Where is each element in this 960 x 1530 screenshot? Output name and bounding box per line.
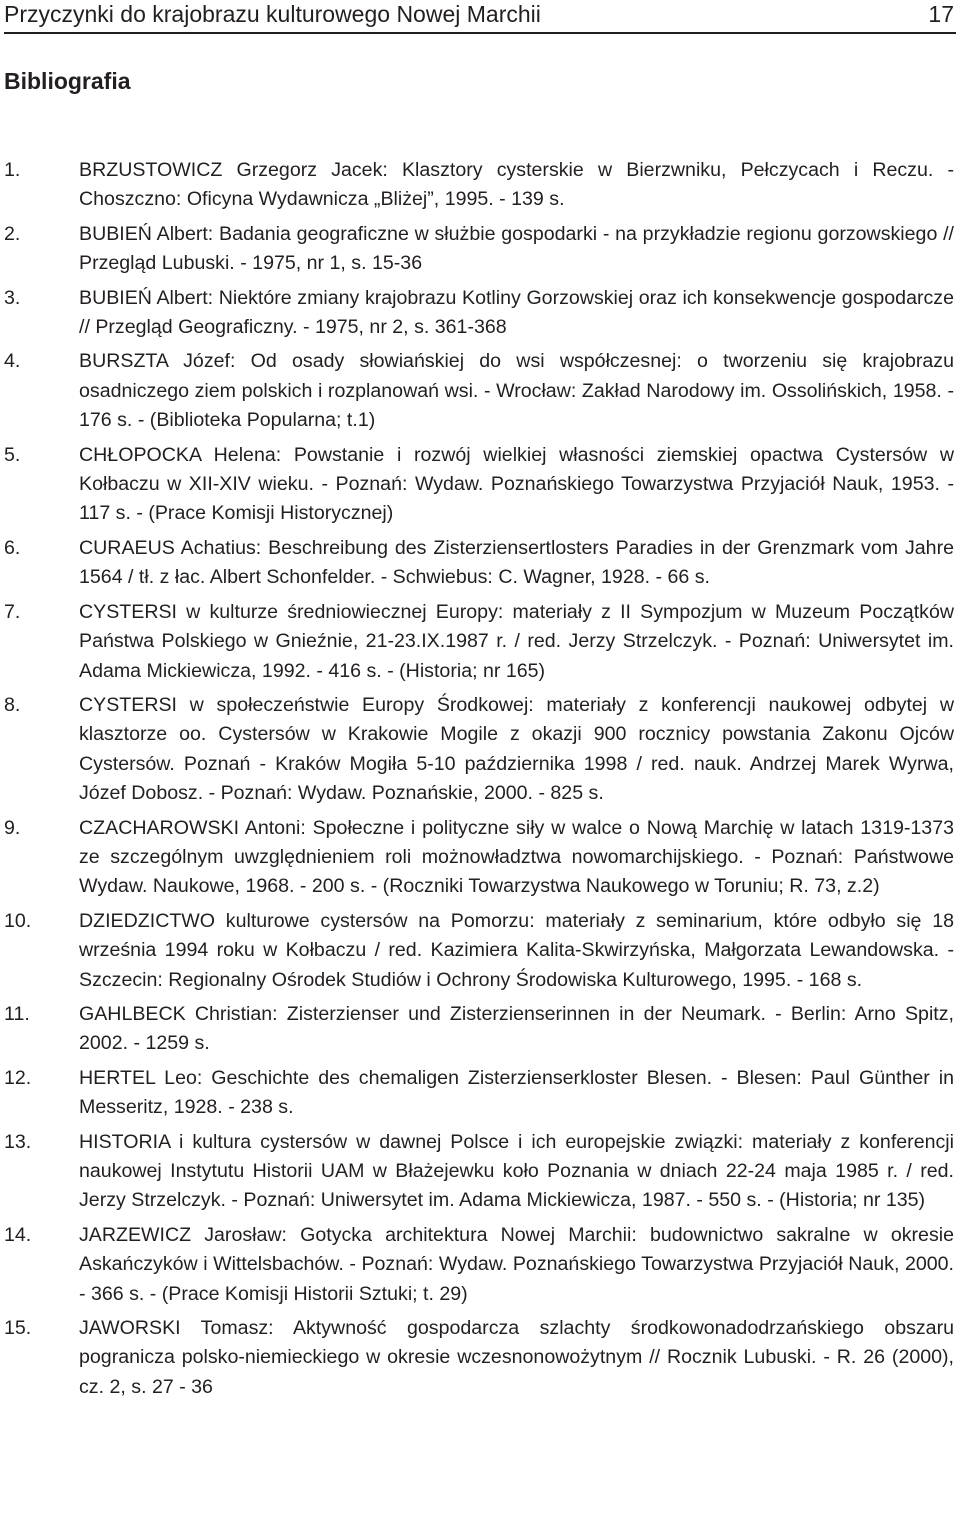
bibliography-entry-10 xyxy=(0,907,954,995)
entry-text: CZACHAROWSKI Antoni: Społeczne i polityczne siły w walce o Nową Marchię w latach 1319-1373 ze szczególnym uwzględnieniem roli możnowładztwa nowomarchijskiego. - Poznań: Państwowe Wydaw. Naukowe, 1968. - 200 s. - (Roczniki Towarzystwa Naukowego w Toruniu; R. 73, z.2) xyxy=(79,816,954,898)
section-title: Bibliografia xyxy=(4,68,131,94)
entry-text: JARZEWICZ Jarosław: Gotycka architektura Nowej Marchii: budownictwo sakralne w okresie Askańczyków i Wittelsbachów. - Poznań: Wydaw. Poznańskiego Towarzystwa Przyjaciół Nauk, 2000. - 366 s. - (Prace Komisji Historii Sztuki; t. 29) xyxy=(79,1223,954,1305)
entry-number: 2. xyxy=(4,222,21,245)
bibliography-list xyxy=(0,156,954,1407)
entry-text: CHŁOPOCKA Helena: Powstanie i rozwój wielkiej własności ziemskiej opactwa Cystersów w Kołbaczu w XII-XIV wieku. - Poznań: Wydaw. Poznańskiego Towarzystwa Przyjaciół Nauk, 1953. - 117 s. - (Prace Komisji Historycznej) xyxy=(79,443,954,525)
page-number: 17 xyxy=(928,1,954,27)
bibliography-entry-2 xyxy=(0,220,954,279)
entry-number: 4. xyxy=(4,350,21,373)
running-header xyxy=(4,0,956,34)
entry-number: 5. xyxy=(4,443,21,466)
entry-text: DZIEDZICTWO kulturowe cystersów na Pomorzu: materiały z seminarium, które odbyło się 18 września 1994 roku w Kołbaczu / red. Kazimiera Kalita-Skwirzyńska, Małgorzata Lewandowska. - Szczecin: Regionalny Ośrodek Studiów i Ochrony Środowiska Kulturowego, 1995. - 168 s. xyxy=(79,909,954,991)
entry-text: BRZUSTOWICZ Grzegorz Jacek: Klasztory cysterskie w Bierzwniku, Pełczycach i Reczu. - Choszczno: Oficyna Wydawnicza „Bliżej”, 1995. - 139 s. xyxy=(79,159,954,211)
entry-text: CURAEUS Achatius: Beschreibung des Zisterziensertlosters Paradies in der Grenzmark vom Jahre 1564 / tł. z łac. Albert Schonfelder. - Schwiebus: C. Wagner, 1928. - 66 s. xyxy=(79,536,954,589)
entry-text: BUBIEŃ Albert: Badania geograficzne w służbie gospodarki - na przykładzie regionu gorzowskiego // Przegląd Lubuski. - 1975, nr 1, s. 15-36 xyxy=(79,222,954,275)
entry-number: 6. xyxy=(4,536,21,559)
header-title: Przyczynki do krajobrazu kulturowego Nowej Marchii xyxy=(4,1,541,27)
bibliography-entry-3 xyxy=(0,284,954,343)
bibliography-entry-8 xyxy=(0,691,954,809)
entry-number: 8. xyxy=(4,693,21,716)
entry-number: 13. xyxy=(4,1130,32,1153)
entry-text: HERTEL Leo: Geschichte des chemaligen Zisterzienserkloster Blesen. - Blesen: Paul Günther in Messeritz, 1928. - 238 s. xyxy=(79,1066,954,1119)
bibliography-entry-7 xyxy=(0,598,954,686)
entry-number: 15. xyxy=(4,1317,32,1340)
bibliography-entry-4 xyxy=(0,347,954,435)
bibliography-entry-15 xyxy=(0,1314,954,1402)
entry-text: GAHLBECK Christian: Zisterzienser und Zisterzienserinnen in der Neumark. - Berlin: Arno Spitz, 2002. - 1259 s. xyxy=(79,1002,954,1055)
bibliography-entry-14 xyxy=(0,1221,954,1309)
entry-text: BUBIEŃ Albert: Niektóre zmiany krajobrazu Kotliny Gorzowskiej oraz ich konsekwencje gospodarcze // Przegląd Geograficzny. - 1975, nr 2, s. 361-368 xyxy=(79,286,954,339)
bibliography-entry-5 xyxy=(0,441,954,529)
entry-text: HISTORIA i kultura cystersów w dawnej Polsce i ich europejskie związki: materiały z konferencji naukowej Instytutu Historii UAM w Błażejewku koło Poznania w dniach 22-24 maja 1985 r. / red. Jerzy Strzelczyk. - Poznań: Uniwersytet im. Adama Mickiewicza, 1987. - 550 s. - (Historia; nr 135) xyxy=(79,1130,954,1212)
entry-number: 12. xyxy=(4,1066,32,1089)
entry-number: 1. xyxy=(4,159,21,181)
entry-number: 7. xyxy=(4,600,21,623)
entry-text: CYSTERSI w społeczeństwie Europy Środkowej: materiały z konferencji naukowej odbytej w klasztorze oo. Cystersów w Krakowie Mogile z okazji 900 rocznicy powstania Zakonu Ojców Cystersów. Poznań - Kraków Mogiła 5-10 października 1998 / red. nauk. Andrzej Marek Wyrwa, Józef Dobosz. - Poznań: Wydaw. Poznańskie, 2000. - 825 s. xyxy=(79,693,954,805)
entry-number: 3. xyxy=(4,286,21,309)
bibliography-entry-13 xyxy=(0,1128,954,1216)
entry-number: 14. xyxy=(4,1223,32,1246)
entry-number: 9. xyxy=(4,816,21,839)
entry-number: 10. xyxy=(4,909,32,932)
entry-text: CYSTERSI w kulturze średniowiecznej Europy: materiały z II Sympozjum w Muzeum Początków Państwa Polskiego w Gnieźnie, 21-23.IX.1987 r. / red. Jerzy Strzelczyk. - Poznań: Uniwersytet im. Adama Mickiewicza, 1992. - 416 s. - (Historia; nr 165) xyxy=(79,600,954,682)
entry-text: JAWORSKI Tomasz: Aktywność gospodarcza szlachty środkowonadodrzańskiego obszaru pogranicza polsko-niemieckiego w okresie wczesnonowożytnym // Rocznik Lubuski. - R. 26 (2000), cz. 2, s. 27 - 36 xyxy=(79,1317,954,1398)
bibliography-entry-11 xyxy=(0,1000,954,1059)
entry-number: 11. xyxy=(4,1002,30,1025)
bibliography-entry-1 xyxy=(0,156,954,215)
bibliography-entry-6 xyxy=(0,534,954,593)
bibliography-entry-12 xyxy=(0,1064,954,1123)
entry-text: BURSZTA Józef: Od osady słowiańskiej do wsi współczesnej: o tworzeniu się krajobrazu osadniczego ziem polskich i rozplanowań wsi. - Wrocław: Zakład Narodowy im. Ossolińskich, 1958. - 176 s. - (Biblioteka Popularna; t.1) xyxy=(79,350,954,432)
bibliography-entry-9 xyxy=(0,814,954,902)
